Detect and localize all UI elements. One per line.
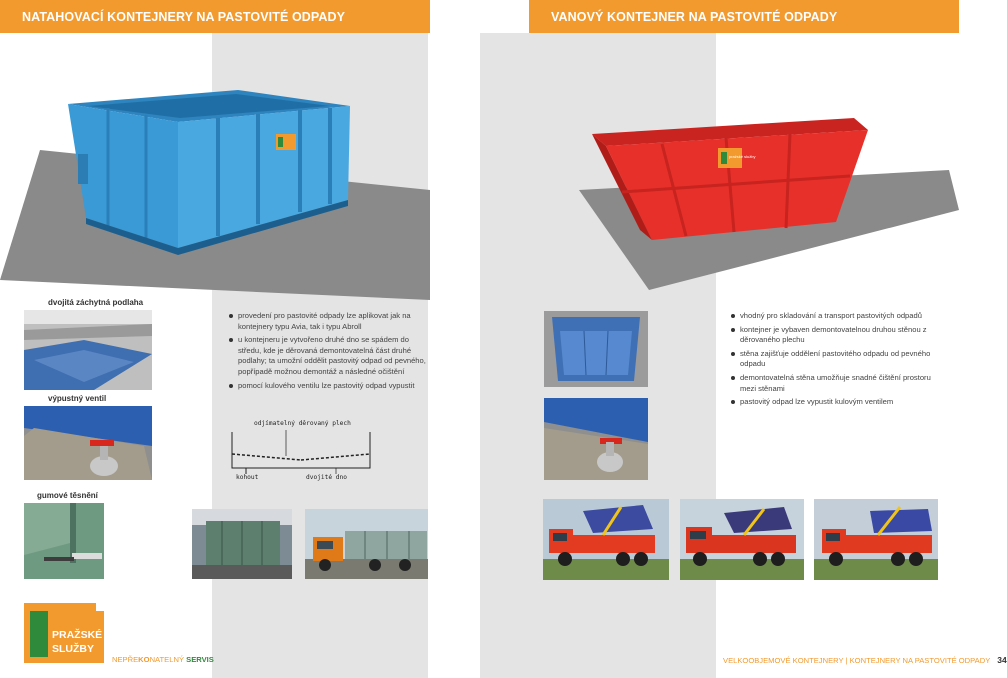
- photo-skip-truck-3: [814, 499, 938, 580]
- left-footer-part1: NEPŘE: [112, 655, 139, 664]
- left-footer-part3: NATELNÝ: [149, 655, 187, 664]
- diagram-label-top: odjímatelný děrovaný plech: [254, 420, 351, 427]
- photo-red-container-inside: [544, 311, 648, 387]
- logo-figure-icon: [30, 611, 48, 657]
- right-bullet-2: kontejner je vybaven demontovatelnou druhou stěnou z děrovaného plechu: [731, 325, 936, 346]
- label-drain-valve: výpustný ventil: [48, 394, 107, 403]
- left-footer-part2: KO: [138, 655, 150, 664]
- diagram-label-tap: kohout: [236, 474, 259, 481]
- logo-text-line1: PRAŽSKÉ: [52, 629, 103, 641]
- photo-skip-truck-2: [680, 499, 804, 580]
- label-double-floor: dvojitá záchytná podlaha: [48, 298, 144, 307]
- left-bullet-3: pomocí kulového ventilu lze pastovitý odpad vypustit: [229, 381, 429, 392]
- photo-gasket: [24, 503, 104, 579]
- left-footer-part4: SERVIS: [186, 655, 214, 664]
- logo-text-line2: SLUŽBY: [52, 643, 94, 655]
- left-bullet-2: u kontejneru je vytvořeno druhé dno se spádem do středu, kde je děrovaná demontovatelná část druhé podlahy; ta umožní oddělit pastovitý odpad od pevného, popřípadě možnou demontáž a následné očištění: [229, 335, 429, 377]
- diagram-label-floor: dvojité dno: [306, 474, 347, 481]
- photo-truck-container-side: [192, 509, 292, 579]
- red-sticker-text: pražské služby: [729, 154, 756, 159]
- right-footer-part2: KONTEJNERY NA PASTOVITÉ ODPADY: [849, 656, 991, 665]
- photo-double-floor: [24, 310, 152, 390]
- left-page-title: NATAHOVACÍ KONTEJNERY NA PASTOVITÉ ODPADY: [22, 9, 346, 24]
- right-bullet-4: demontovatelná stěna umožňuje snadné čištění prostoru mezi stěnami: [731, 373, 936, 394]
- right-bullet-list: [731, 311, 936, 411]
- right-footer-part1: VELKOOBJEMOVÉ KONTEJNERY |: [723, 656, 850, 665]
- photo-skip-truck-1: [543, 499, 669, 580]
- double-floor-diagram: [226, 418, 376, 484]
- photo-drain-valve: [24, 406, 152, 480]
- page-number: 34: [997, 655, 1007, 665]
- left-bullet-list: [229, 311, 429, 394]
- right-bullet-1: vhodný pro skladování a transport pastovitých odpadů: [731, 311, 936, 322]
- photo-drain-valve-right: [544, 398, 648, 480]
- label-gasket: gumové těsnění: [37, 491, 98, 500]
- red-container-image: [592, 108, 874, 248]
- photo-truck-loaded: [305, 509, 428, 579]
- right-page-title: VANOVÝ KONTEJNER NA PASTOVITÉ ODPADY: [551, 9, 838, 24]
- left-bullet-1: provedení pro pastovité odpady lze aplikovat jak na kontejnery typu Avia, tak i typu Abroll: [229, 311, 429, 332]
- right-bullet-3: stěna zajišťuje oddělení pastovitého odpadu od pevného odpadu: [731, 349, 936, 370]
- blue-container-image: [68, 70, 368, 255]
- right-bullet-5: pastovitý odpad lze vypustit kulovým ventilem: [731, 397, 936, 408]
- right-page-header: [529, 0, 959, 33]
- right-footer: [723, 655, 1007, 665]
- prazske-sluzby-logo: [24, 603, 104, 663]
- left-footer: [112, 655, 214, 664]
- left-page-header: [0, 0, 430, 33]
